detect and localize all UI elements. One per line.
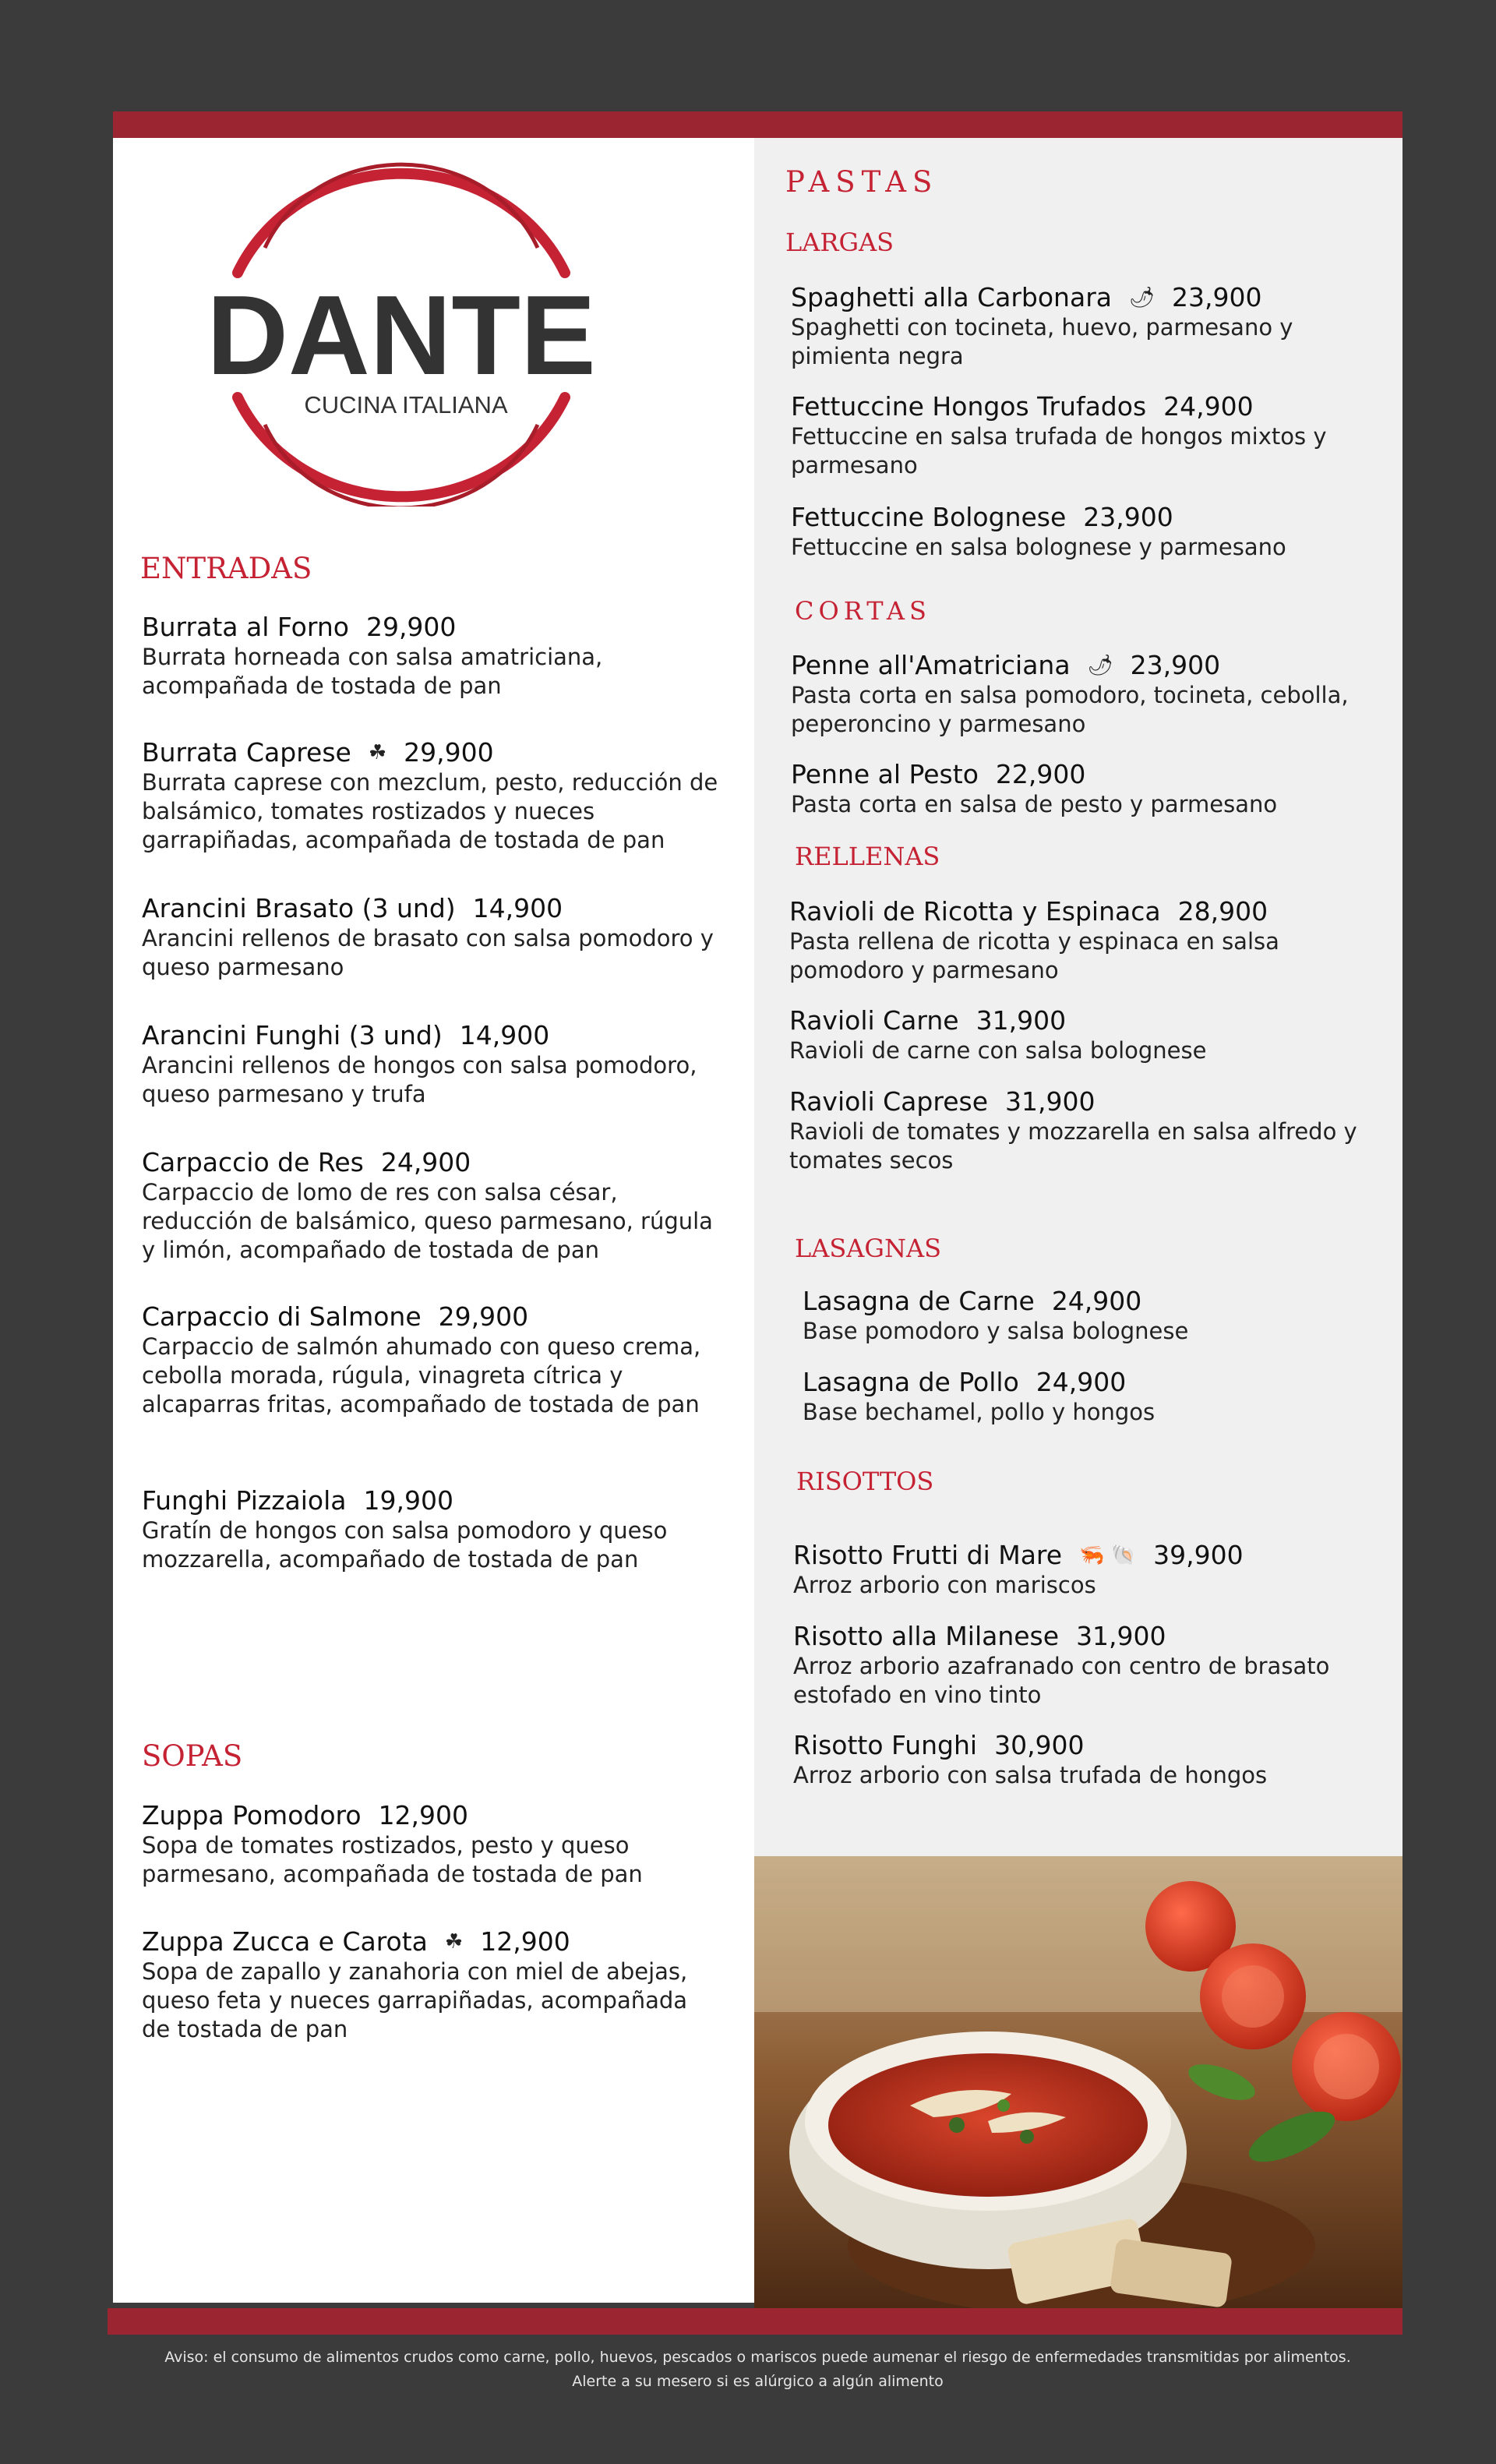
item-price: 22,900 [995, 759, 1086, 789]
section-title-lasagnas: LASAGNAS [795, 1234, 941, 1263]
section-title-sopas: SOPAS [142, 1739, 243, 1773]
item-description: Sopa de zapallo y zanahoria con miel de abejas, queso feta y nueces garrapiñadas, acompañada de tostada de pan [142, 1958, 688, 2042]
item-price: 24,900 [1163, 391, 1254, 422]
item-price: 14,900 [459, 1020, 550, 1050]
menu-item [789, 1005, 1381, 1065]
item-description: Sopa de tomates rostizados, pesto y queso parmesano, acompañada de tostada de pan [142, 1832, 643, 1887]
item-name: Lasagna de Pollo [803, 1367, 1019, 1397]
item-price: 28,900 [1177, 896, 1268, 927]
logo-circle-graphic [191, 156, 612, 507]
item-name: Burrata al Forno [142, 612, 349, 642]
menu-item [803, 1367, 1395, 1427]
item-price: 24,900 [380, 1147, 471, 1177]
menu-item [142, 737, 722, 855]
item-name: Funghi Pizzaiola [142, 1485, 347, 1516]
menu-item [142, 1020, 722, 1109]
menu-item [142, 1301, 722, 1419]
item-price: 12,900 [480, 1926, 570, 1957]
footer-warning-line: Aviso: el consumo de alimentos crudos como carne, pollo, huevos, pescados o mariscos puede aumenar el riesgo de enfermedades transmitidas por alimentos. [164, 2349, 1351, 2366]
item-description: Gratín de hongos con salsa pomodoro y queso mozzarella, acompañado de tostada de pan [142, 1517, 668, 1573]
section-title-entradas: ENTRADAS [140, 552, 312, 585]
menu-item [142, 893, 722, 982]
item-description: Base pomodoro y salsa bolognese [803, 1318, 1189, 1344]
menu-item [791, 502, 1383, 562]
item-name: Risotto alla Milanese [793, 1621, 1060, 1651]
item-name: Risotto Funghi [793, 1730, 978, 1760]
item-name: Ravioli Carne [789, 1005, 959, 1036]
item-name: Arancini Brasato (3 und) [142, 893, 456, 923]
item-name: Lasagna de Carne [803, 1286, 1035, 1316]
footer-notice [113, 2346, 1402, 2394]
item-name: Fettuccine Bolognese [791, 502, 1067, 532]
vegetarian-icon: ☘ [444, 1930, 464, 1954]
item-name: Carpaccio di Salmone [142, 1301, 422, 1332]
item-name: Ravioli Caprese [789, 1086, 988, 1117]
subsection-title-cortas: CORTAS [795, 596, 931, 626]
item-price: 12,900 [378, 1800, 469, 1830]
item-name: Penne al Pesto [791, 759, 979, 789]
item-name: Ravioli de Ricotta y Espinaca [789, 896, 1161, 927]
menu-item [791, 650, 1383, 739]
item-name: Zuppa Zucca e Carota [142, 1926, 428, 1957]
item-description: Arroz arborio con salsa trufada de hongos [793, 1762, 1268, 1788]
item-description: Arroz arborio con mariscos [793, 1572, 1096, 1598]
item-name: Fettuccine Hongos Trufados [791, 391, 1147, 422]
item-description: Spaghetti con tocineta, huevo, parmesano y pimienta negra [791, 314, 1293, 369]
item-price: 29,900 [438, 1301, 529, 1332]
item-name: Penne all'Amatriciana [791, 650, 1071, 680]
item-price: 23,900 [1083, 502, 1173, 532]
subsection-title-rellenas: RELLENAS [795, 842, 940, 871]
item-name: Carpaccio de Res [142, 1147, 364, 1177]
menu-item [791, 759, 1383, 819]
top-accent-bar [113, 111, 1402, 138]
chili-icon: 🌶 [1128, 286, 1155, 309]
menu-item [142, 1147, 722, 1265]
bottom-accent-bar [108, 2308, 1402, 2335]
seafood-icon: 🦐 🐚 [1079, 1544, 1137, 1567]
item-price: 24,900 [1051, 1286, 1142, 1316]
item-price: 29,900 [365, 612, 457, 642]
item-name: Spaghetti alla Carbonara [791, 282, 1112, 312]
menu-item [142, 612, 722, 701]
item-description: Fettuccine en salsa trufada de hongos mixtos y parmesano [791, 423, 1327, 478]
item-description: Pasta corta en salsa de pesto y parmesano [791, 791, 1278, 817]
item-price: 39,900 [1153, 1540, 1244, 1570]
item-description: Carpaccio de salmón ahumado con queso crema, cebolla morada, rúgula, vinagreta cítrica y alcaparras fritas, acompañado de tostada de pan [142, 1333, 701, 1417]
item-description: Arancini rellenos de hongos con salsa pomodoro, queso parmesano y trufa [142, 1052, 697, 1107]
menu-item [793, 1621, 1385, 1710]
chili-icon: 🌶 [1087, 654, 1113, 677]
section-title-risottos: RISOTTOS [796, 1467, 934, 1496]
item-price: 30,900 [994, 1730, 1085, 1760]
vegetarian-icon: ☘ [368, 741, 387, 764]
item-description: Fettuccine en salsa bolognese y parmesano [791, 534, 1286, 560]
item-name: Arancini Funghi (3 und) [142, 1020, 443, 1050]
item-description: Arroz arborio azafranado con centro de brasato estofado en vino tinto [793, 1653, 1330, 1708]
dante-logo [191, 156, 612, 507]
menu-item [793, 1730, 1385, 1790]
item-price: 19,900 [363, 1485, 453, 1516]
menu-item [791, 282, 1383, 371]
tomato-soup-photo [754, 1856, 1402, 2308]
logo-tagline: CUCINA ITALIANA [304, 391, 508, 418]
item-description: Burrata caprese con mezclum, pesto, reducción de balsámico, tomates rostizados y nueces garrapiñadas, acompañada de tostada de pan [142, 769, 718, 853]
item-price: 23,900 [1130, 650, 1221, 680]
menu-item [142, 1926, 722, 2044]
item-price: 23,900 [1172, 282, 1262, 312]
item-name: Zuppa Pomodoro [142, 1800, 362, 1830]
item-description: Ravioli de tomates y mozzarella en salsa alfredo y tomates secos [789, 1118, 1357, 1174]
menu-item [791, 391, 1383, 480]
item-description: Burrata horneada con salsa amatriciana, acompañada de tostada de pan [142, 644, 603, 699]
menu-item [142, 1800, 722, 1889]
menu-item [793, 1540, 1385, 1600]
item-description: Pasta rellena de ricotta y espinaca en salsa pomodoro y parmesano [789, 928, 1279, 983]
item-price: 29,900 [404, 737, 494, 768]
item-price: 31,900 [976, 1005, 1067, 1036]
item-description: Base bechamel, pollo y hongos [803, 1399, 1156, 1425]
menu-item [803, 1286, 1395, 1346]
menu-item [789, 896, 1381, 985]
item-price: 14,900 [472, 893, 563, 923]
footer-allergy-line: Alerte a su mesero si es alúrgico a algún alimento [572, 2373, 944, 2390]
subsection-title-largas: LARGAS [785, 228, 894, 257]
section-title-pastas: PASTAS [785, 165, 939, 199]
item-price: 31,900 [1076, 1621, 1166, 1651]
item-name: Burrata Caprese [142, 737, 351, 768]
menu-item [789, 1086, 1381, 1175]
item-description: Carpaccio de lomo de res con salsa césar, reducción de balsámico, queso parmesano, rúgula y limón, acompañado de tostada de pan [142, 1179, 713, 1263]
logo-wordmark: DANTE [206, 272, 596, 398]
item-description: Ravioli de carne con salsa bolognese [789, 1037, 1207, 1064]
item-description: Pasta corta en salsa pomodoro, tocineta, cebolla, peperoncino y parmesano [791, 682, 1349, 737]
item-price: 24,900 [1036, 1367, 1127, 1397]
item-name: Risotto Frutti di Mare [793, 1540, 1063, 1570]
menu-item [142, 1485, 722, 1574]
item-price: 31,900 [1005, 1086, 1096, 1117]
item-description: Arancini rellenos de brasato con salsa pomodoro y queso parmesano [142, 925, 714, 980]
